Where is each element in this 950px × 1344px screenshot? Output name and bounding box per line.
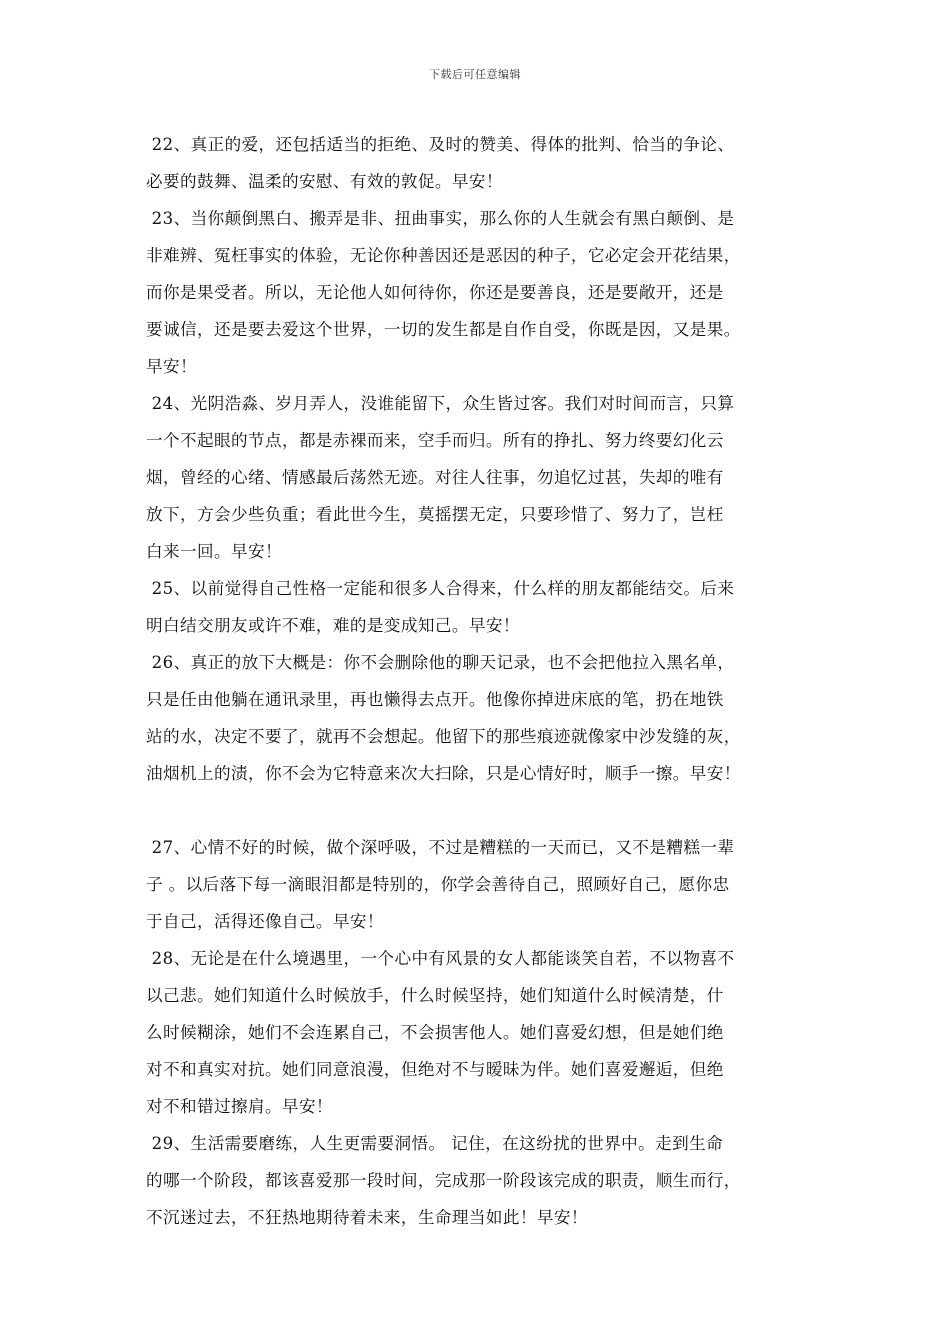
text-line: 27、心情不好的时候，做个深呼吸，不过是糟糕的一天而已，又不是糟糕一辈	[146, 838, 735, 857]
text-line: 子 。以后落下每一滴眼泪都是特别的，你学会善待自己，照顾好自己，愿你忠	[146, 875, 730, 894]
text-line: 24、光阴浩淼、岁月弄人，没谁能留下，众生皆过客。我们对时间而言，只算	[146, 394, 735, 413]
text-line: 么时候糊涂，她们不会连累自己，不会损害他人。她们喜爱幻想，但是她们绝	[146, 1023, 724, 1042]
document-body	[146, 126, 826, 1236]
text-line: 早安！	[146, 357, 197, 376]
text-line: 26、真正的放下大概是：你不会删除他的聊天记录，也不会把他拉入黑名单，	[146, 653, 735, 672]
text-line: 白来一回。早安！	[146, 542, 282, 561]
text-line: 的哪一个阶段，都该喜爱那一段时间，完成那一阶段该完成的职责，顺生而行，	[146, 1171, 741, 1190]
text-line: 以己悲。她们知道什么时候放手，什么时候坚持，她们知道什么时候清楚，什	[146, 986, 724, 1005]
text-line: 要诚信，还是要去爱这个世界，一切的发生都是自作自受，你既是因，又是果。	[146, 320, 741, 339]
text-line: 对不和真实对抗。她们同意浪漫，但绝对不与暧昧为伴。她们喜爱邂逅，但绝	[146, 1060, 724, 1079]
text-line: 29、生活需要磨练，人生更需要洞悟。 记住，在这纷扰的世界中。走到生命	[146, 1134, 724, 1153]
text-line: 烟，曾经的心绪、情感最后荡然无迹。对往人往事，勿追忆过甚，失却的唯有	[146, 468, 724, 487]
text-line: 必要的鼓舞、温柔的安慰、有效的敦促。早安！	[146, 172, 503, 191]
text-line: 于自己，活得还像自己。早安！	[146, 912, 384, 931]
text-line: 放下，方会少些负重；看此世今生，莫摇摆无定，只要珍惜了、努力了，岂枉	[146, 505, 724, 524]
text-line: 不沉迷过去，不狂热地期待着未来，生命理当如此！早安！	[146, 1208, 588, 1227]
text-line: 25、以前觉得自己性格一定能和很多人合得来，什么样的朋友都能结交。后来	[146, 579, 735, 598]
text-line: 明白结交朋友或许不难，难的是变成知己。早安！	[146, 616, 520, 635]
text-line: 而你是果受者。所以，无论他人如何待你，你还是要善良，还是要敞开，还是	[146, 283, 724, 302]
text-line: 一个不起眼的节点，都是赤裸而来，空手而归。所有的挣扎、努力终要幻化云	[146, 431, 724, 450]
blank-line	[146, 792, 826, 829]
text-line: 只是任由他躺在通讯录里，再也懒得去点开。他像你掉进床底的笔，扔在地铁	[146, 690, 724, 709]
text-line: 23、当你颠倒黑白、搬弄是非、扭曲事实，那么你的人生就会有黑白颠倒、是	[146, 209, 735, 228]
text-line: 对不和错过擦肩。早安！	[146, 1097, 333, 1116]
text-line: 28、无论是在什么境遇里，一个心中有风景的女人都能谈笑自若，不以物喜不	[146, 949, 735, 968]
text-line: 22、真正的爱，还包括适当的拒绝、及时的赞美、得体的批判、恰当的争论、	[146, 135, 735, 154]
page-header: 下载后可任意编辑	[429, 68, 521, 81]
text-line: 油烟机上的渍，你不会为它特意来次大扫除，只是心情好时，顺手一擦。早安！	[146, 764, 741, 783]
text-line: 站的水，决定不要了，就再不会想起。他留下的那些痕迹就像家中沙发缝的灰，	[146, 727, 741, 746]
text-line: 非难辨、冤枉事实的体验，无论你种善因还是恶因的种子，它必定会开花结果，	[146, 246, 741, 265]
